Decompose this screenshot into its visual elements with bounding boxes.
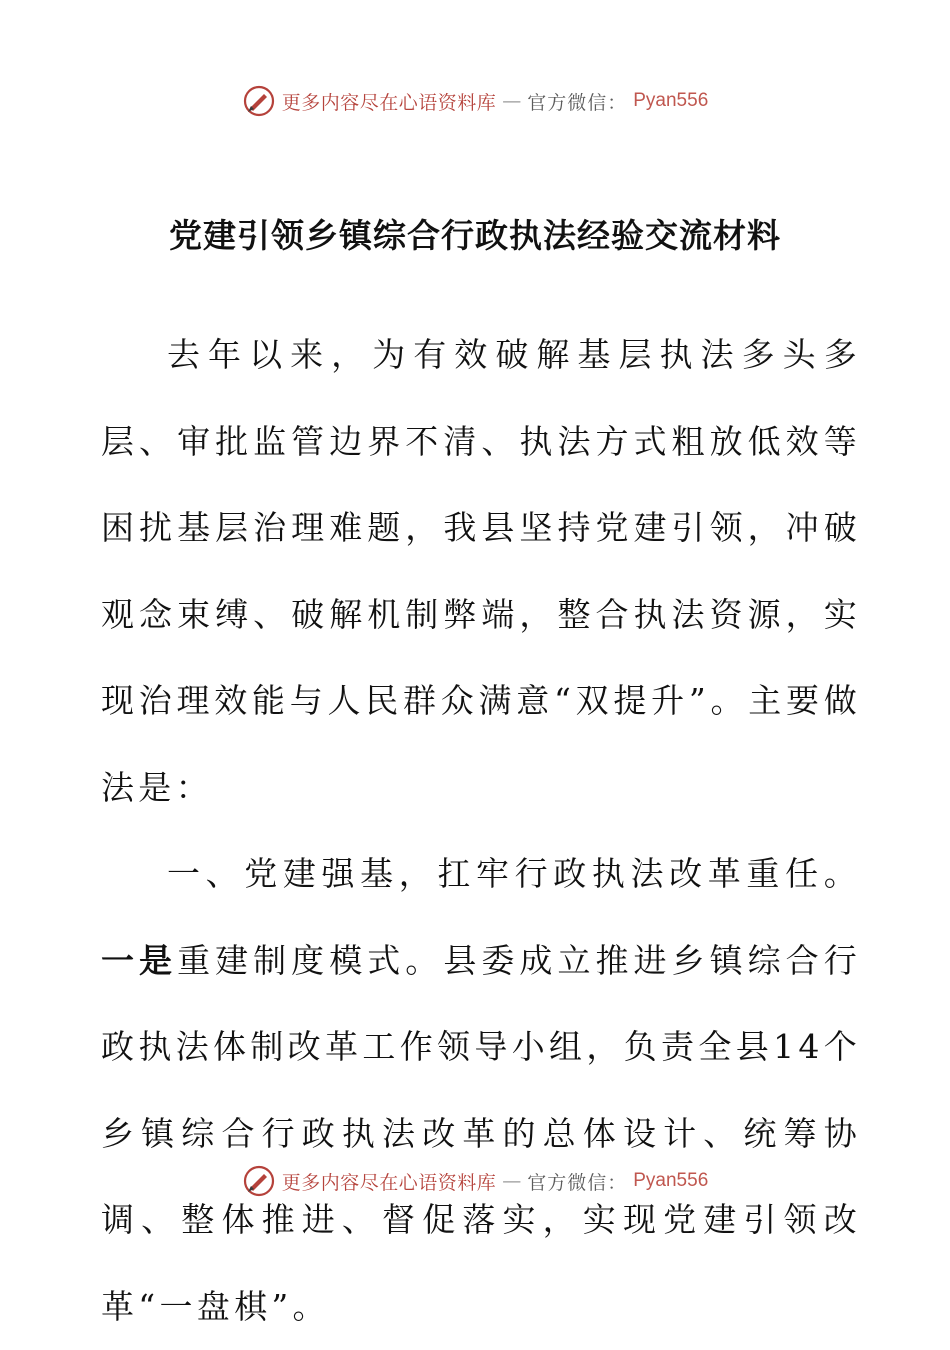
watermark-official: 官方微信： xyxy=(527,1171,628,1194)
watermark-wechat-id: Pyan556 xyxy=(633,90,709,111)
document-title: 党建引领乡镇综合行政执法经验交流材料 xyxy=(169,216,781,255)
paragraph-section-one xyxy=(101,831,861,1350)
watermark-wechat-id: Pyan556 xyxy=(633,1170,709,1191)
watermark-brand: 更多内容尽在心语资料库 xyxy=(281,91,497,114)
watermark-brand: 更多内容尽在心语资料库 xyxy=(281,1171,497,1194)
watermark-header xyxy=(0,84,950,118)
watermark-dash: — xyxy=(502,1170,522,1192)
paragraph-intro: 去年以来，为有效破解基层执法多头多层、审批监管边界不清、执法方式粗放低效等困扰基层治理难题，我县坚持党建引领，冲破观念束缚、破解机制弊端，整合执法资源，实现治理效能与人民群众满意“双提升”。主要做法是： xyxy=(101,335,861,807)
watermark-footer xyxy=(0,1164,950,1198)
watermark-dash: — xyxy=(502,90,522,112)
section-one-heading: 一、党建强基，扛牢行政执法改革重任。 xyxy=(167,854,861,893)
section-one-body: 重建制度模式。县委成立推进乡镇综合行政执法体制改革工作领导小组，负责全县14个乡镇综合行政执法改革的总体设计、统筹协调、整体推进、督促落实，实现党建引领改革“一盘棋”。 xyxy=(101,940,861,1326)
fountain-pen-logo-icon xyxy=(242,1164,276,1198)
watermark-official: 官方微信： xyxy=(527,91,628,114)
section-one-lead: 一是 xyxy=(101,940,178,980)
fountain-pen-logo-icon xyxy=(242,84,276,118)
